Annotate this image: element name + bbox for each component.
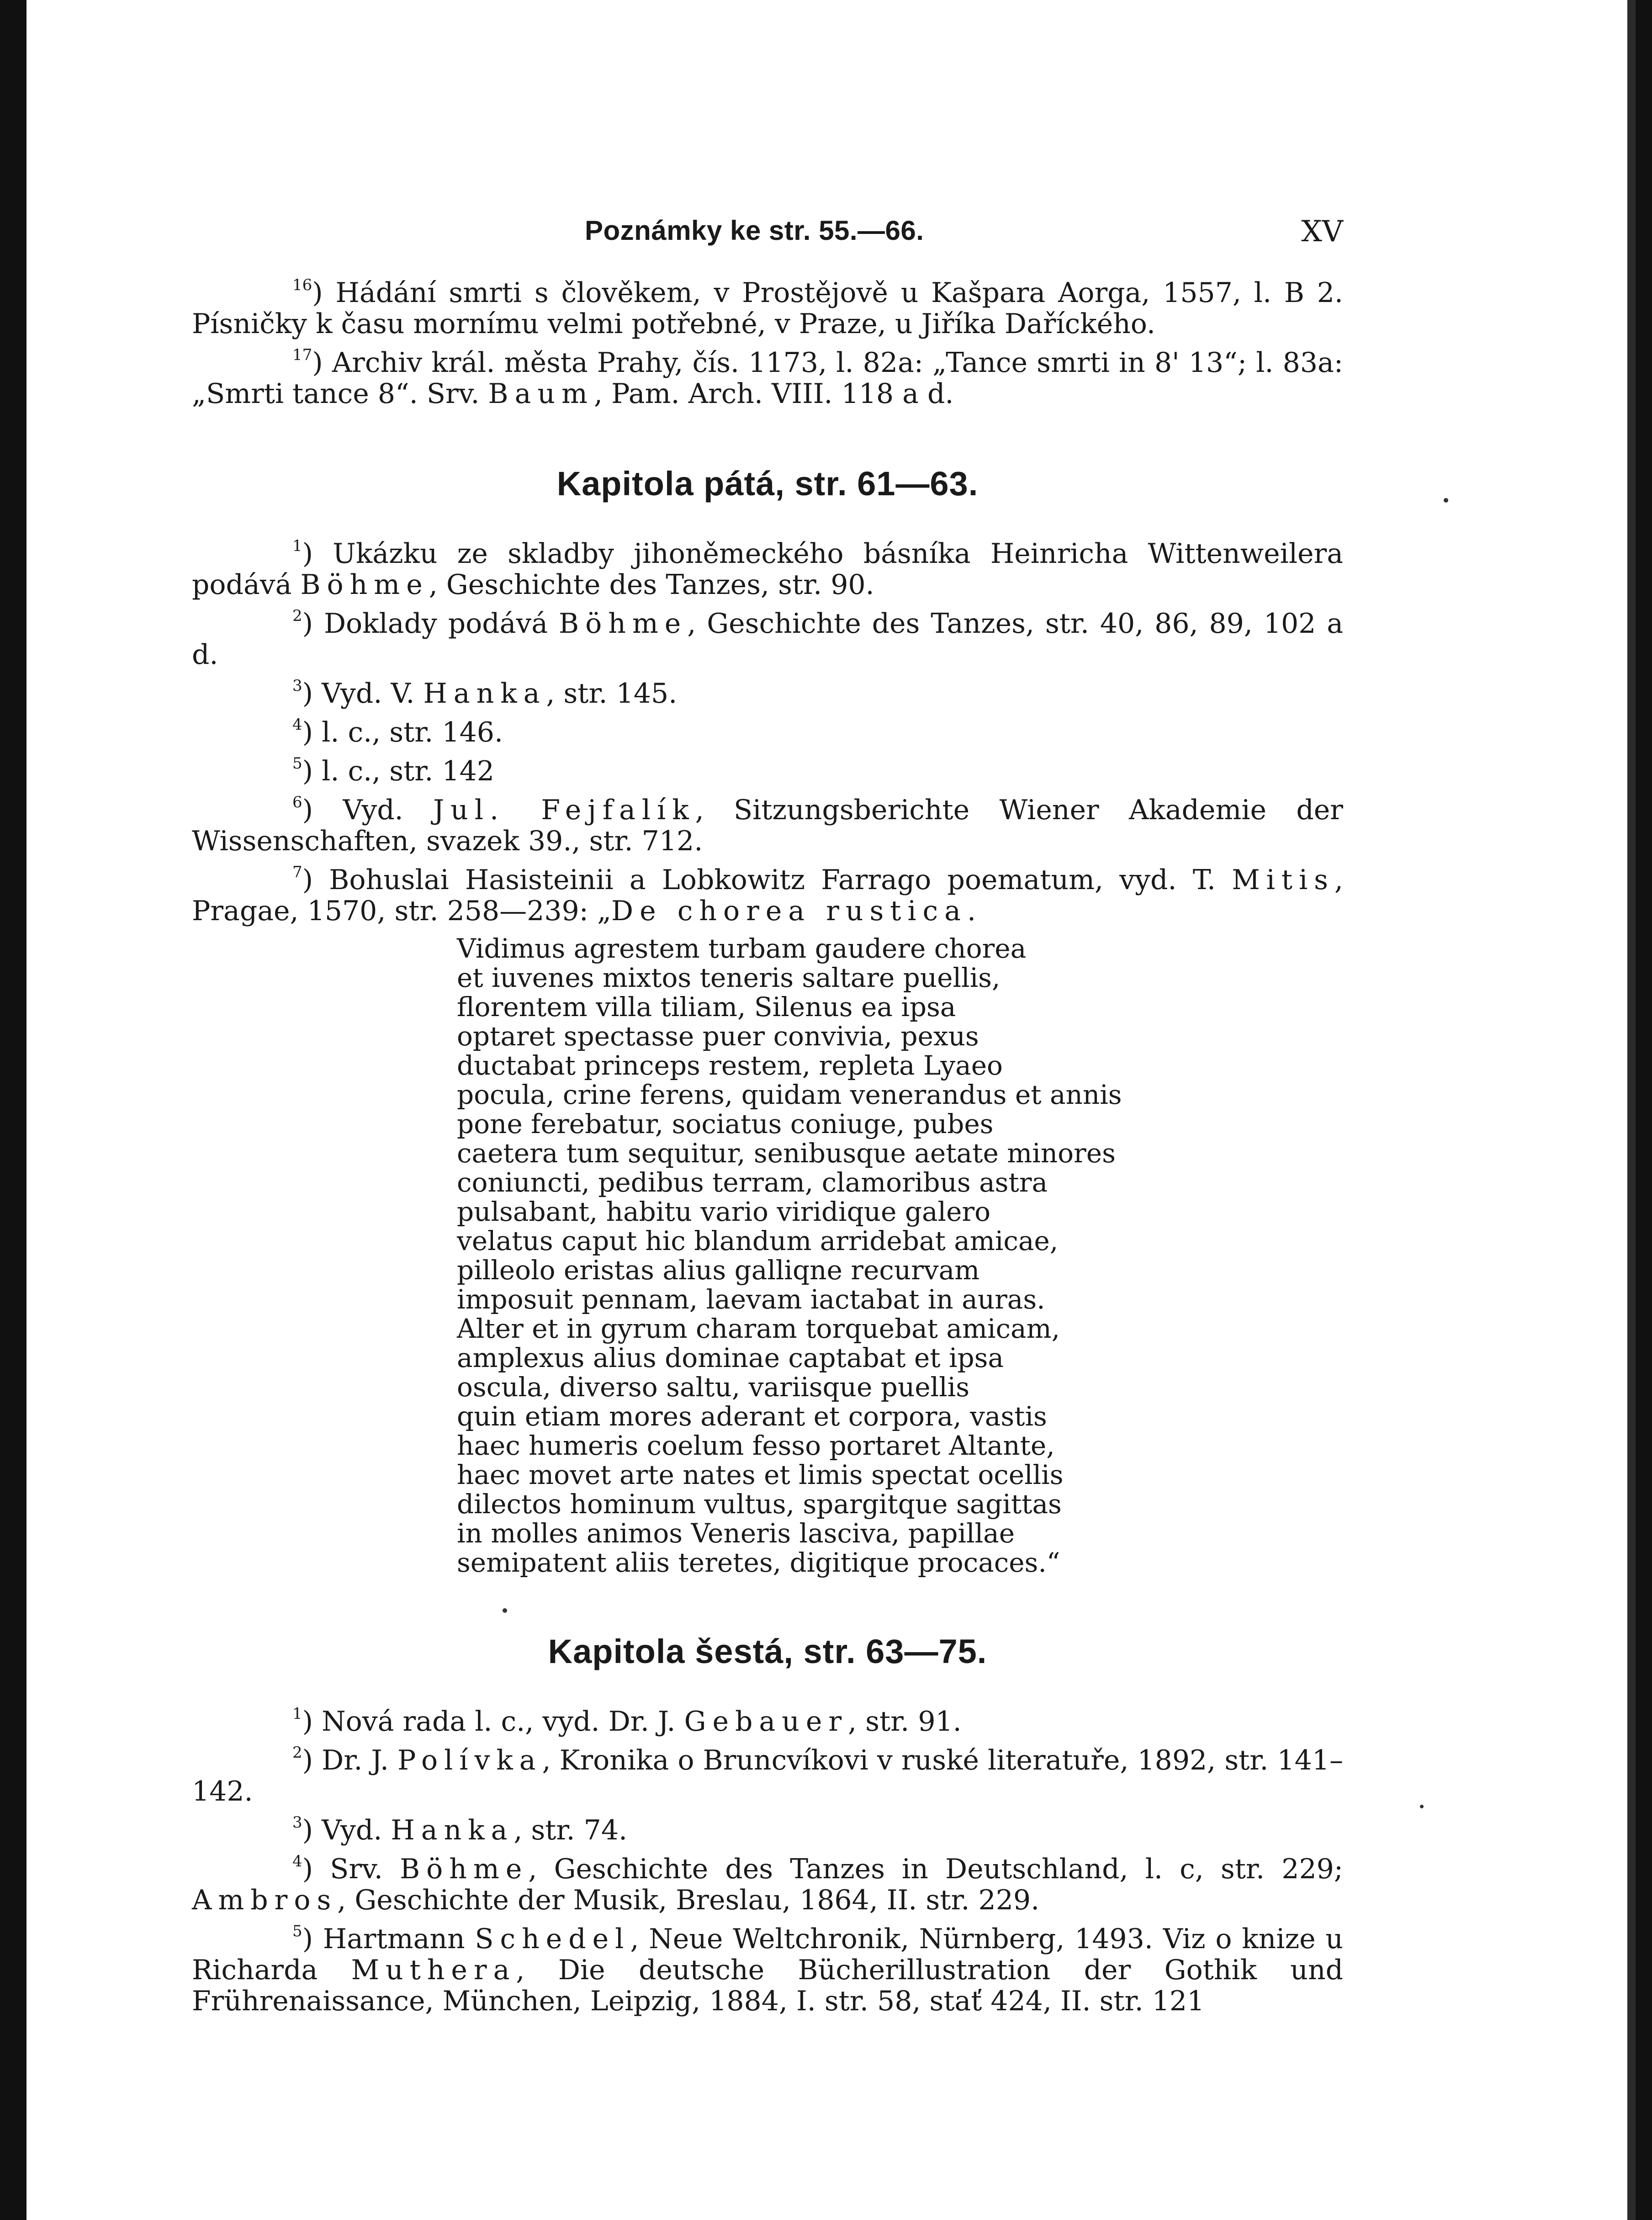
ch5-note-1: $^1$) Ukázku ze skladby jihoněmeckého básníka Heinricha Wittenweilera podává Böhme, Geschichte des Tanzes, str. 90. (192, 537, 1343, 601)
ch5-note-7: $^7$) Bohuslai Hasisteinii a Lobkowitz Farrago poematum, vyd. T. Mitis, Pragae, 1570, str. 258—239: „De chorea rustica. (192, 863, 1343, 927)
poem-line: caetera tum sequitur, senibusque aetate minores (457, 1138, 1116, 1169)
poem-line: haec movet arte nates et limis spectat ocellis (457, 1459, 1064, 1490)
poem-line: pocula, crine ferens, quidam venerandus et annis (457, 1079, 1122, 1110)
ch5-note-2: $^2$) Doklady podává Böhme, Geschichte des Tanzes, str. 40, 86, 89, 102 a d. (192, 607, 1344, 671)
poem-line: coniuncti, pedibus terram, clamoribus astra (457, 1167, 1048, 1198)
poem-line: pone ferebatur, sociatus coniuge, pubes (457, 1108, 994, 1139)
poem-line: pilleolo eristas alius galliqne recurvam (457, 1255, 980, 1286)
poem-line: pulsabant, habitu vario viridique galero (457, 1196, 991, 1227)
poem-line: et iuvenes mixtos teneris saltare puellis, (457, 962, 1001, 993)
scan-speck (1444, 498, 1448, 503)
footnote-16: $^{16}$) Hádání smrti s člověkem, v Prostějově u Kašpara Aorga, 1557, l. B 2. Písničky k času mornímu velmi potřebné, v Praze, u Jiříka Daříckého. (192, 276, 1343, 340)
ch5-note-5: $^5$) l. c., str. 142 (292, 754, 494, 787)
ch6-note-5: $^5$) Hartmann Schedel, Neue Weltchronik, Nürnberg, 1493. Viz o knize u Richarda Muthera, Die deutsche Bücherillustration der Gothik und Frührenaissance, München, Leipzig, 1884, I. str. 58, stať 424, II. str. 121 (192, 1922, 1343, 2017)
ch6-note-2: $^2$) Dr. J. Polívka, Kronika o Bruncvíkovi v ruské literatuře, 1892, str. 141–142. (192, 1743, 1343, 1807)
poem-line: haec humeris coelum fesso portaret Altante, (457, 1430, 1055, 1461)
poem-line: velatus caput hic blandum arridebat amicae, (457, 1225, 1059, 1256)
footnote-17: $^{17}$) Archiv král. města Prahy, čís. 1173, l. 82a: „Tance smrti in 8' 13“; l. 83a: „Smrti tance 8“. Srv. Baum, Pam. Arch. VIII. 118 a d. (192, 346, 1343, 410)
ch5-note-4: $^4$) l. c., str. 146. (292, 715, 503, 748)
scan-speck (1420, 1805, 1424, 1808)
header-title: Poznámky ke str. 55.—66. (585, 215, 924, 246)
scan-edge-left (0, 0, 26, 2220)
poem-line: florentem villa tiliam, Silenus ea ipsa (457, 991, 956, 1023)
ch6-note-4: $^4$) Srv. Böhme, Geschichte des Tanzes in Deutschland, l. c, str. 229; Ambros, Geschichte der Musik, Breslau, 1864, II. str. 229. (192, 1852, 1344, 1916)
book-page (192, 215, 1343, 2017)
scan-edge-right (1636, 0, 1652, 2220)
chapter-5-heading: Kapitola pátá, str. 61—63. (556, 465, 979, 503)
scan-edge-right-inner (1627, 0, 1636, 2220)
scan-speck (503, 1608, 507, 1613)
poem-line: quin etiam mores aderant et corpora, vastis (457, 1401, 1047, 1432)
poem-line: oscula, diverso saltu, variisque puellis (457, 1372, 969, 1403)
poem-line: Vidimus agrestem turbam gaudere chorea (457, 933, 1027, 964)
ch6-note-3: $^3$) Vyd. Hanka, str. 74. (292, 1813, 628, 1846)
running-header (192, 215, 1343, 270)
poem-line: Alter et in gyrum charam torquebat amicam, (457, 1313, 1060, 1344)
page-number: XV (1301, 215, 1343, 249)
poem-line: optaret spectasse puer convivia, pexus (457, 1021, 979, 1052)
poem-line: semipatent aliis teretes, digitique procaces.“ (457, 1547, 1060, 1578)
ch5-note-3: $^3$) Vyd. V. Hanka, str. 145. (292, 677, 678, 710)
poem-line: dilectos hominum vultus, spargitque sagittas (457, 1489, 1062, 1520)
latin-poem (457, 934, 1343, 1577)
chapter-6-heading: Kapitola šestá, str. 63—75. (548, 1632, 987, 1670)
ch6-note-1: $^1$) Nová rada l. c., vyd. Dr. J. Gebauer, str. 91. (292, 1705, 962, 1738)
poem-line: in molles animos Veneris lasciva, papillae (457, 1518, 1015, 1549)
poem-line: amplexus alius dominae captabat et ipsa (457, 1342, 1004, 1373)
poem-line: imposuit pennam, laevam iactabat in auras. (457, 1284, 1045, 1315)
poem-line: ductabat princeps restem, repleta Lyaeo (457, 1050, 1003, 1081)
ch5-note-6: $^6$) Vyd. Jul. Fejfalík, Sitzungsberichte Wiener Akademie der Wissenschaften, svazek 39., str. 712. (192, 793, 1343, 857)
